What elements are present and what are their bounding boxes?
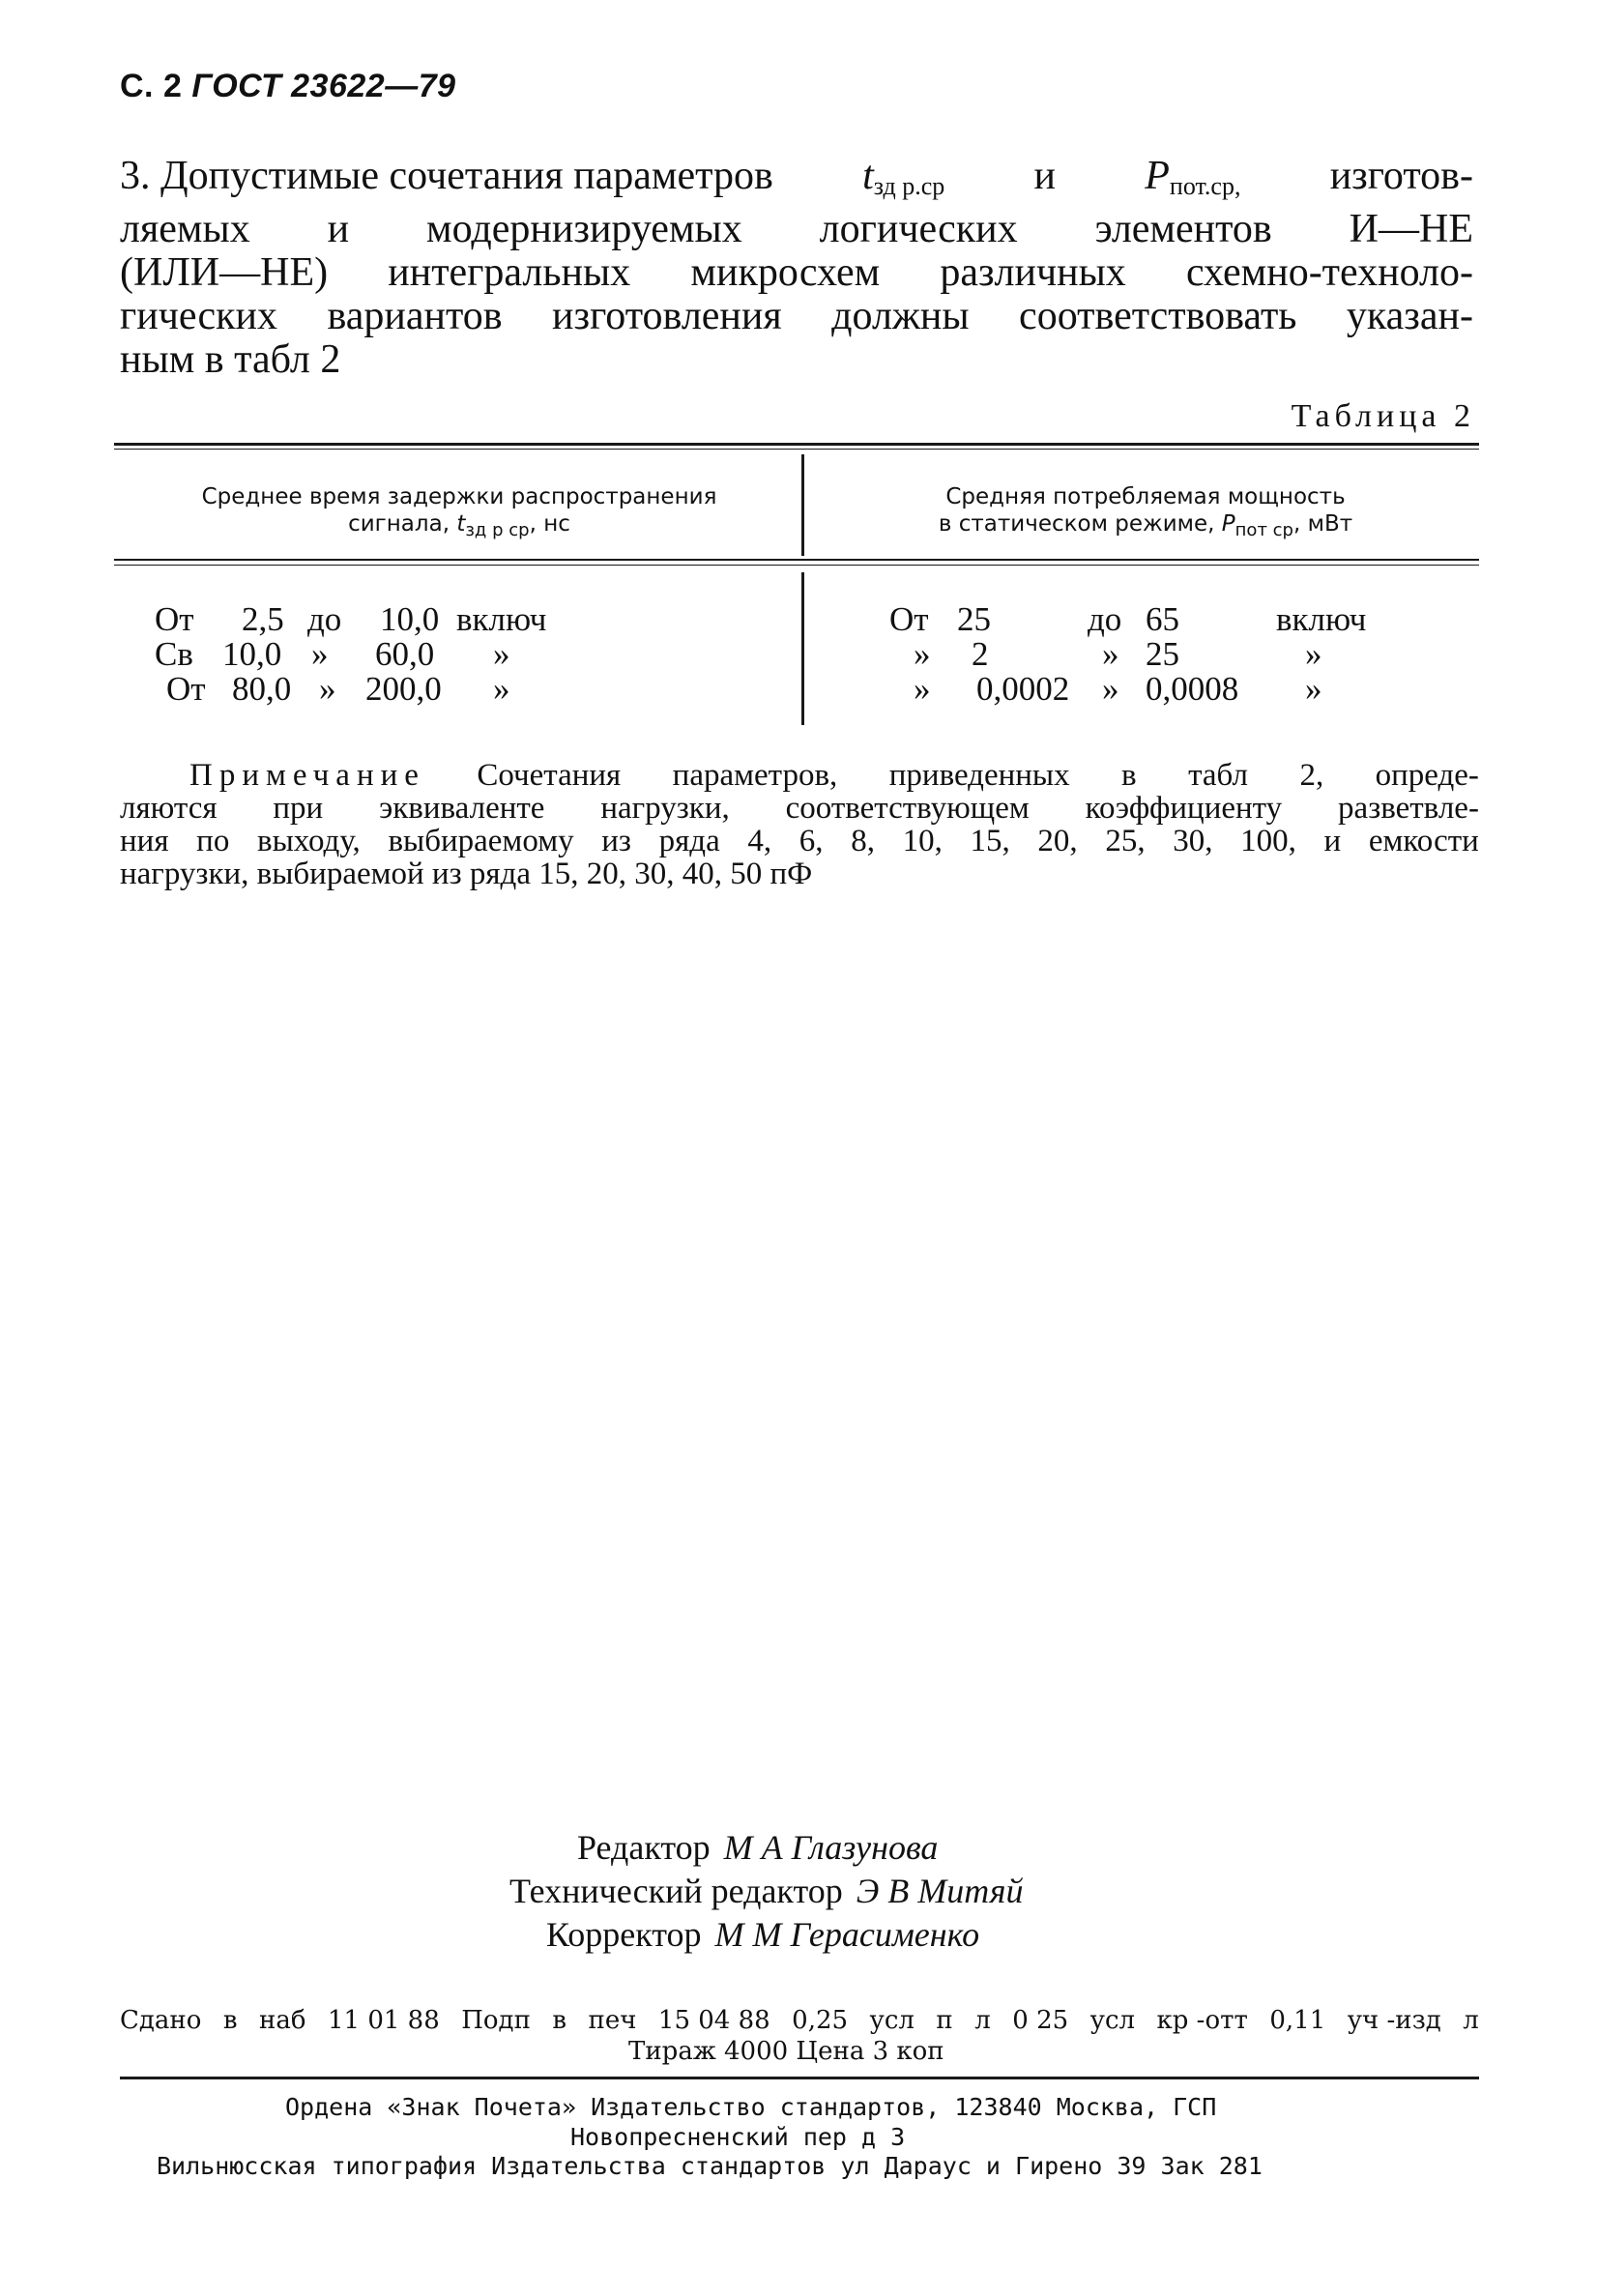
cell: до: [1088, 600, 1122, 638]
word: приведенных: [888, 758, 1070, 793]
cell: »: [493, 635, 510, 673]
word: 2,: [1299, 758, 1324, 793]
imprint-printer: Вильнюсская типография Издательства стандартов ул Дараус и Гирено 39 Зак 281: [157, 2152, 1263, 2180]
word: 0,25: [792, 2006, 849, 2035]
note-line-3: [120, 825, 1479, 857]
paragraph-line-4: [120, 295, 1473, 338]
table-header-rule: [114, 559, 1479, 561]
word: ния: [120, 824, 169, 858]
word: ряда: [658, 824, 720, 858]
word: соответствующем: [785, 791, 1030, 826]
p-main: P: [1145, 154, 1170, 198]
note-line-2: [120, 792, 1479, 825]
cell: 0,0002: [976, 670, 1070, 708]
word: нагрузки,: [600, 791, 730, 826]
credit-editor: [577, 1827, 938, 1868]
tech-editor-role: Технический редактор: [509, 1872, 843, 1910]
delay-unit: , нс: [529, 511, 570, 537]
word: 30,: [1173, 824, 1213, 858]
t-symbol: t: [456, 511, 466, 537]
paragraph-line-3: [120, 251, 1473, 295]
paragraph-line-1: [120, 155, 1473, 208]
word: по: [196, 824, 230, 858]
imprint-address: Новопресненский пер д 3: [570, 2123, 906, 2151]
word: эквиваленте: [379, 791, 545, 826]
table-reference: ным в табл 2: [120, 337, 341, 382]
word: ляемых: [120, 207, 250, 251]
word: и: [327, 207, 350, 251]
word: табл: [1188, 758, 1248, 793]
word: Сдано: [120, 2006, 202, 2035]
note-label: Примечание: [189, 758, 425, 793]
word: 15,: [970, 824, 1010, 858]
word: И—НЕ: [1349, 207, 1473, 251]
cell: включ: [1276, 600, 1367, 638]
cell: 10,0: [222, 635, 282, 673]
word: Сочетания: [477, 758, 622, 793]
header-power: [812, 483, 1479, 544]
p-symbol: [1145, 155, 1240, 208]
word: модернизируемых: [426, 207, 742, 251]
cell: »: [311, 635, 329, 673]
note-line-1: [120, 759, 1479, 792]
table-top-rule: [114, 443, 1479, 446]
cell: 10,0: [380, 600, 440, 638]
word: ляются: [120, 791, 218, 826]
cell: 65: [1146, 600, 1179, 638]
word: печ: [588, 2006, 637, 2035]
word: параметров,: [672, 758, 838, 793]
cell: 80,0: [232, 670, 292, 708]
word: гических: [120, 294, 278, 338]
word: 8,: [851, 824, 875, 858]
word: указан-: [1346, 294, 1473, 338]
table-note: [120, 759, 1479, 890]
imprint-line-1: [120, 2006, 1479, 2035]
word: л: [1463, 2006, 1479, 2035]
word: в: [222, 2006, 238, 2035]
cell: до: [307, 600, 342, 638]
cell: »: [1102, 670, 1119, 708]
note-last-line: нагрузки, выбираемой из ряда 15, 20, 30, 40, 50 пФ: [120, 857, 813, 891]
t-symbol: [862, 155, 944, 208]
word: 4,: [747, 824, 772, 858]
cell: 0,0008: [1146, 670, 1239, 708]
credit-tech-editor: [509, 1871, 1023, 1911]
word: изготовления: [552, 294, 782, 338]
word: коэффициенту: [1085, 791, 1283, 826]
page-header: [120, 68, 456, 105]
word: емкости: [1368, 824, 1479, 858]
word: Подп: [461, 2006, 531, 2035]
cell: Св: [155, 635, 193, 673]
p-subscript: пот.ср,: [1169, 172, 1241, 200]
imprint-circulation: Тираж 4000 Цена 3 коп: [628, 2037, 944, 2066]
header-power-line1: Средняя потребляемая мощность: [945, 484, 1346, 509]
word: п: [936, 2006, 953, 2035]
t-subscript: зд р ср: [465, 520, 530, 540]
clause-3-paragraph: [120, 155, 1473, 382]
word: интегральных: [388, 250, 631, 295]
word: при: [273, 791, 324, 826]
note-line-4: [120, 857, 1479, 890]
word: 20,: [1037, 824, 1078, 858]
word: 100,: [1240, 824, 1296, 858]
word: 10,: [902, 824, 943, 858]
word: должны: [831, 294, 970, 338]
word: (ИЛИ—НЕ): [120, 250, 329, 295]
corrector-role: Корректор: [546, 1915, 702, 1954]
word: микросхем: [690, 250, 881, 295]
word: 0 25: [1012, 2006, 1069, 2035]
cell: »: [1102, 635, 1119, 673]
table-top-rule-thin: [114, 449, 1479, 450]
word: элементов: [1094, 207, 1272, 251]
cell: От: [889, 600, 929, 638]
imprint-rule: [120, 2077, 1479, 2079]
cell: 2,5: [242, 600, 284, 638]
and-word: и: [1033, 154, 1057, 198]
cell: »: [914, 635, 931, 673]
table-body-divider: [801, 572, 804, 725]
paragraph-line-5: [120, 338, 1473, 382]
word: логических: [819, 207, 1018, 251]
table-caption: Таблица 2: [1291, 398, 1475, 434]
word: опреде-: [1375, 758, 1479, 793]
word: в: [1121, 758, 1137, 793]
word: кр -отт: [1156, 2006, 1248, 2035]
header-power-line2: в статическом режиме, $P_{пот ср}$, мВт: [938, 511, 1353, 540]
page-number: С. 2: [120, 68, 183, 104]
word: разветвле-: [1338, 791, 1479, 826]
word: выходу,: [256, 824, 361, 858]
word: 0,11: [1269, 2006, 1326, 2035]
word: в: [552, 2006, 567, 2035]
table-header-divider: [801, 454, 804, 556]
p-subscript: пот ср: [1234, 520, 1293, 540]
cell: 25: [957, 600, 991, 638]
table-header-rule-thin: [114, 565, 1479, 566]
word: и: [1323, 824, 1342, 858]
cell: включ: [456, 600, 547, 638]
editor-name: М А Глазунова: [723, 1828, 939, 1867]
cell: »: [493, 670, 510, 708]
corrector-name: М М Герасименко: [714, 1915, 980, 1954]
word: 15 04 88: [657, 2006, 770, 2035]
word: наб: [259, 2006, 306, 2035]
cell: »: [319, 670, 336, 708]
cell: 200,0: [365, 670, 442, 708]
cell: От: [155, 600, 194, 638]
word: 6,: [798, 824, 824, 858]
cell: 25: [1146, 635, 1179, 673]
word: схемно-техноло-: [1185, 250, 1473, 295]
cell: От: [166, 670, 206, 708]
word: 11 01 88: [327, 2006, 440, 2035]
p-symbol: P: [1221, 511, 1235, 537]
standard-number: ГОСТ 23622—79: [191, 68, 456, 104]
editor-role: Редактор: [577, 1828, 711, 1867]
tech-editor-name: Э В Митяй: [856, 1872, 1024, 1910]
header-delay-line1: Среднее время задержки распространения: [201, 484, 717, 509]
power-unit: , мВт: [1292, 511, 1353, 537]
word: из: [601, 824, 631, 858]
cell: 60,0: [375, 635, 435, 673]
credit-corrector: [546, 1914, 979, 1955]
word: соответствовать: [1019, 294, 1297, 338]
cell: »: [1305, 670, 1322, 708]
t-main: t: [862, 154, 874, 198]
word: усл: [869, 2006, 915, 2035]
paragraph-tail: изготов-: [1329, 154, 1473, 198]
word: выбираемому: [388, 824, 574, 858]
header-delay-line2: сигнала, $t_{зд р ср}$, нс: [348, 511, 570, 540]
header-delay: [121, 483, 798, 544]
word: вариантов: [327, 294, 503, 338]
word: л: [974, 2006, 991, 2035]
cell: 2: [972, 635, 989, 673]
cell: »: [1305, 635, 1322, 673]
imprint-publisher: Ордена «Знак Почета» Издательство стандартов, 123840 Москва, ГСП: [285, 2093, 1217, 2121]
cell: »: [914, 670, 931, 708]
t-subscript: зд р.ср: [873, 172, 945, 200]
word: различных: [940, 250, 1126, 295]
word: уч -изд: [1347, 2006, 1441, 2035]
word: усл: [1089, 2006, 1136, 2035]
paragraph-line-2: [120, 208, 1473, 251]
paragraph-lead: 3. Допустимые сочетания параметров: [120, 154, 773, 198]
word: 25,: [1105, 824, 1146, 858]
